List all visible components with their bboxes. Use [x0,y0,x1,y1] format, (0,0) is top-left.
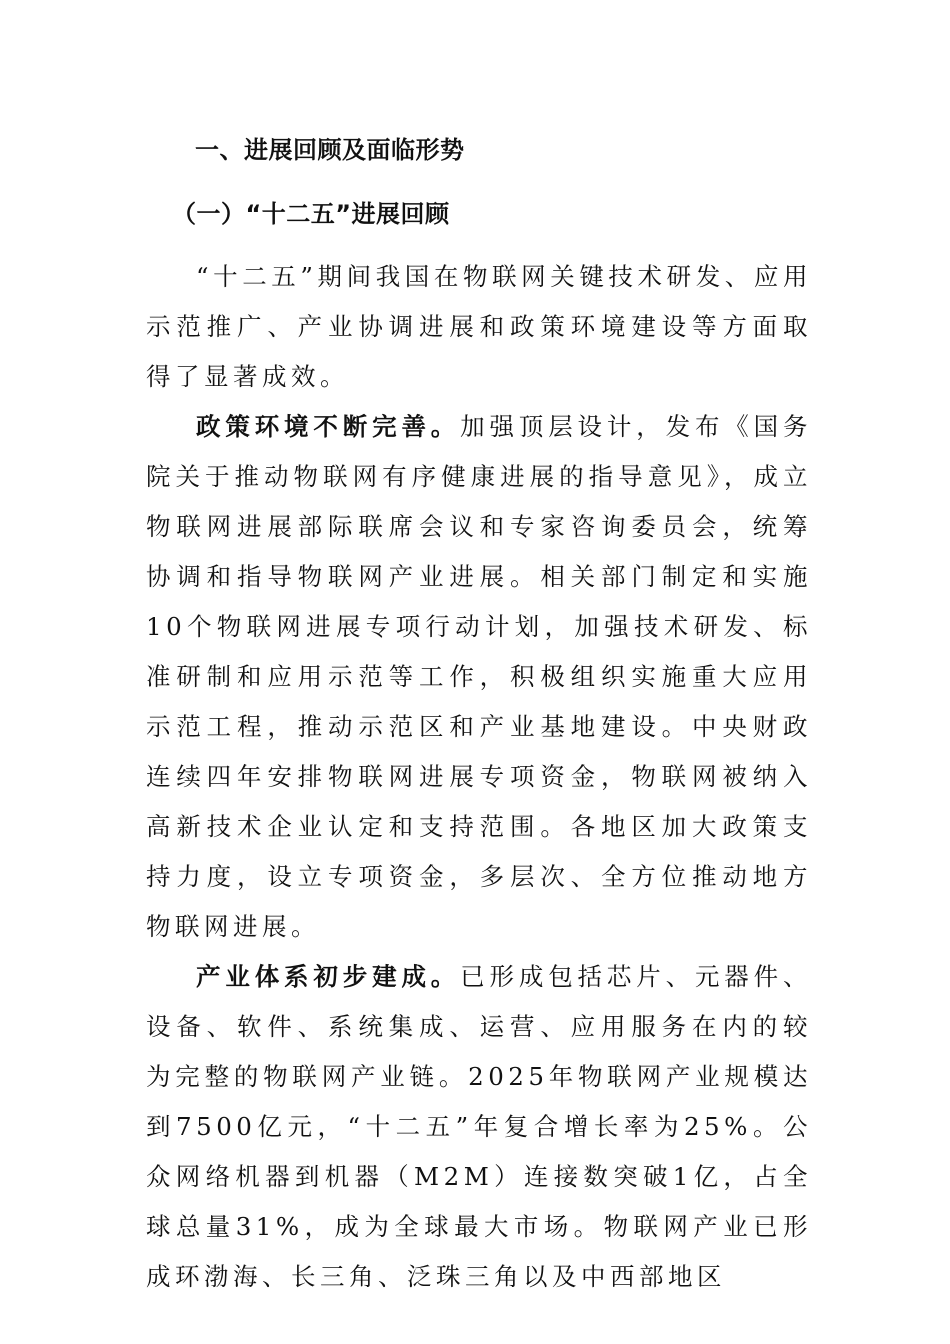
paragraph-text: “十二五”期间我国在物联网关键技术研发、应用示范推广、产业协调进展和政策环境建设等方面取得了显著成效。 [146,262,812,391]
paragraph-text: 加强顶层设计，发布《国务院关于推动物联网有序健康进展的指导意见》，成立物联网进展部际联席会议和专家咨询委员会，统筹协调和指导物联网产业进展。相关部门制定和实施10个物联网进展专项行动计划，加强技术研发、标准研制和应用示范等工作，积极组织实施重大应用示范工程，推动示范区和产业基地建设。中央财政连续四年安排物联网进展专项资金，物联网被纳入高新技术企业认定和支持范围。各地区加大政策支持力度，设立专项资金，多层次、全方位推动地方物联网进展。 [146,412,813,941]
section-heading: 一、进展回顾及面临形势 [195,136,465,164]
paragraph-lead: 产业体系初步建成。 [196,962,461,991]
paragraph-intro [146,252,812,402]
subsection-heading: （一）“十二五”进展回顾 [172,200,450,228]
paragraph-industry [146,952,812,1302]
document-body [146,252,812,1302]
paragraph-lead: 政策环境不断完善。 [196,412,461,441]
paragraph-policy [146,402,812,952]
paragraph-text: 已形成包括芯片、元器件、设备、软件、系统集成、运营、应用服务在内的较为完整的物联网产业链。2025年物联网产业规模达到7500亿元，“十二五”年复合增长率为25%。公众网络机器到机器（M2M）连接数突破1亿，占全球总量31%，成为全球最大市场。物联网产业已形成环渤海、长三角、泛珠三角以及中西部地区 [146,962,813,1291]
